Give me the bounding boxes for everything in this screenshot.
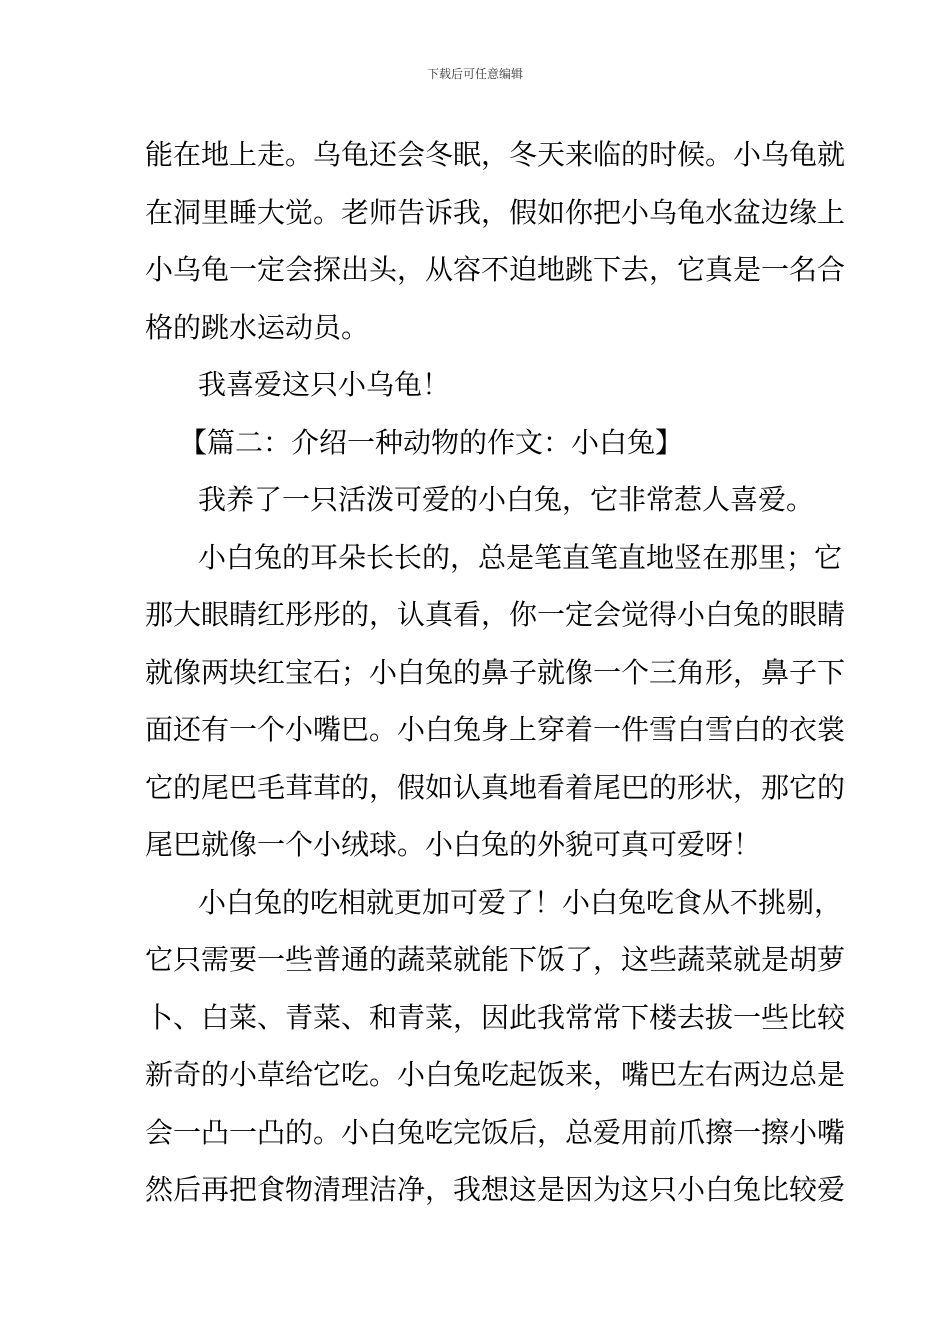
text-line: 它的尾巴毛茸茸的，假如认真地看着尾巴的形状，那它的 (145, 770, 846, 804)
text-line: 会一凸一凸的。小白兔吃完饭后，总爱用前爪擦一擦小嘴 (145, 1115, 846, 1149)
document-body (145, 126, 846, 1219)
text-line: 小乌龟一定会探出头，从容不迫地跳下去，它真是一名合 (145, 253, 846, 286)
page-header: 下载后可任意编辑 (426, 67, 523, 81)
text-line: 然后再把食物清理洁净，我想这是因为这只小白兔比较爱 (145, 1173, 846, 1206)
text-line: 能在地上走。乌龟还会冬眠，冬天来临的时候。小乌龟就 (145, 138, 846, 171)
text-line: 卜、白菜、青菜、和青菜，因此我常常下楼去拔一些比较 (145, 1000, 846, 1034)
text-line: 新奇的小草给它吃。小白兔吃起饭来，嘴巴左右两边总是 (145, 1058, 846, 1091)
text-line: 小白兔的吃相就更加可爱了！小白兔吃食从不挑剔， (198, 885, 843, 919)
text-line: 它只需要一些普通的蔬菜就能下饭了，这些蔬菜就是胡萝 (145, 943, 846, 976)
text-line: 小白兔的耳朵长长的，总是笔直笔直地竖在那里；它 (198, 540, 843, 574)
text-line: 那大眼睛红彤彤的，认真看，你一定会觉得小白兔的眼睛 (145, 598, 846, 631)
text-line: 我养了一只活泼可爱的小白兔，它非常惹人喜爱。 (198, 483, 815, 516)
text-line: 在洞里睡大觉。老师告诉我，假如你把小乌龟水盆边缘上 (145, 195, 846, 229)
text-line: 就像两块红宝石；小白兔的鼻子就像一个三角形，鼻子下 (145, 655, 846, 689)
section-heading: 【篇二：介绍一种动物的作文：小白兔】 (179, 425, 684, 459)
text-line: 我喜爱这只小乌龟！ (198, 368, 451, 401)
text-line: 格的跳水运动员。 (145, 310, 370, 344)
text-line: 尾巴就像一个小绒球。小白兔的外貌可真可爱呀！ (145, 828, 762, 861)
text-line: 面还有一个小嘴巴。小白兔身上穿着一件雪白雪白的衣裳 (145, 713, 846, 746)
